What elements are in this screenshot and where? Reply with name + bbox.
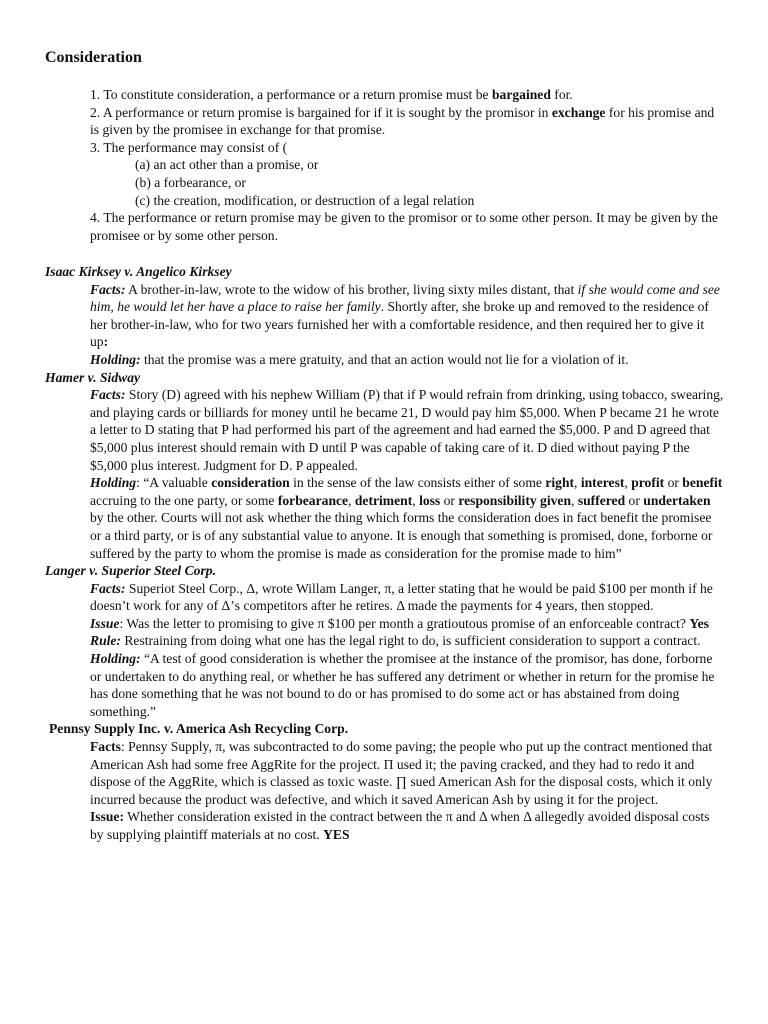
issue-label: Issue xyxy=(90,615,120,631)
holding-text: , xyxy=(624,475,632,491)
holding-text: in the sense of the law consists either of some xyxy=(289,475,546,491)
hamer-facts xyxy=(90,386,725,474)
holding-bold: suffered xyxy=(577,492,626,508)
rule-2-text: 2. A performance or return promise is bargained for if it is sought by the promisor in xyxy=(90,104,552,120)
holding-label: Holding: xyxy=(90,351,141,367)
holding-text: that the promise was a mere gratuity, and that an action would not lie for a violation of it. xyxy=(140,351,629,367)
holding-text: “A test of good consideration is whether the promisee at the instance of the promisor, has done, forborne or undertaken to do anything real, or whether he has suffered any detriment or whether in return for the promise he has done something that he was not bound to do or has promised to do some act or has abstained from doing something.” xyxy=(90,651,715,719)
holding-text: or xyxy=(440,492,459,508)
holding-text: or xyxy=(625,492,644,508)
pennsy-facts xyxy=(90,738,725,808)
holding-label: Holding xyxy=(90,475,137,491)
kirksey-facts xyxy=(90,281,725,351)
holding-bold: loss xyxy=(419,492,441,508)
facts-italic: if she would come and see him, he would let her have a place to raise her family xyxy=(90,281,720,315)
langer-rule xyxy=(90,632,725,650)
langer-holding xyxy=(90,650,725,720)
rule-4: 4. The performance or return promise may be given to the promisor or to some other person. It may be given by the promisee or by some other person. xyxy=(90,210,718,243)
rule-3-b: (b) a forbearance, or xyxy=(135,174,246,190)
holding-text: by the other. Courts will not ask whether the thing which forms the consideration does in fact benefit the promisee or a third party, or is of any substantial value to anyone. It is enough that something is promised, done, forborne or suffered by the party to whom the promise is made as consideration for the promise made to him” xyxy=(90,510,713,561)
facts-text-cont: . Shortly after, she broke up and removed to the residence of her brother-in-law, who for two years furnished her with a comfortable residence, and then required her to give it up xyxy=(90,299,709,350)
rule-2-end: for his promise and is given by the promisee in exchange for that promise. xyxy=(90,104,715,138)
holding-bold: interest xyxy=(580,475,625,491)
case-title-pennsy: Pennsy Supply Inc. v. America Ash Recycling Corp. xyxy=(49,721,349,737)
langer-issue xyxy=(90,615,725,633)
facts-label: Facts: xyxy=(90,580,126,596)
issue-answer: Yes xyxy=(689,615,709,631)
holding-label: Holding: xyxy=(90,651,141,667)
holding-bold: right xyxy=(545,475,575,491)
holding-bold: undertaken xyxy=(643,492,711,508)
holding-bold: benefit xyxy=(682,475,723,491)
rule-1-end: for. xyxy=(550,87,573,102)
holding-text: , xyxy=(571,492,578,508)
kirksey-holding xyxy=(90,351,725,369)
rule-2-bold: exchange xyxy=(551,104,606,120)
facts-label: Facts: xyxy=(90,281,126,297)
facts-text: Story (D) agreed with his nephew William (P) that if P would refrain from drinking, using tobacco, swearing, and playing cards or billiards for money until he became 21, D would pay him $5,000. When P became 21 he wrote a letter to D stating that P had performed his part of the agreement and had earned the $5,000. P and D agreed that $5,000 plus interest should remain with D until P was capable of taking care of it. D died without paying P the $5,000 plus interest. Judgment for D. P appealed. xyxy=(90,387,724,473)
rule-1 xyxy=(90,86,720,104)
page-title: Consideration xyxy=(45,49,142,66)
langer-facts xyxy=(90,580,725,615)
facts-text: : Pennsy Supply, π, was subcontracted to do some paving; the people who put up the contract mentioned that American Ash had some free AggRite for the project. Π used it; the paving cracked, and they had to redo it and dispose of the AggRite, which is classed as toxic waste. ∏ sued American Ash for the disposal costs, which it only incurred because the product was defective, and which it saved American Ash by using it for the project. xyxy=(90,739,713,807)
rule-text: Restraining from doing what one has the legal right to do, is sufficient consideration to support a contract. xyxy=(120,633,701,649)
issue-text: Whether consideration existed in the contract between the π and Δ when Δ allegedly avoided disposal costs by supplying plaintiff materials at no cost. xyxy=(90,809,710,842)
rule-1-text: 1. To constitute consideration, a performance or a return promise must be xyxy=(90,87,492,102)
holding-text: or xyxy=(664,475,683,491)
holding-bold: consideration xyxy=(211,475,290,491)
rule-3: 3. The performance may consist of ( xyxy=(90,139,288,155)
rule-1-bold: bargained xyxy=(491,87,551,102)
case-briefs xyxy=(45,263,725,844)
facts-text: Superiot Steel Corp., Δ, wrote Willam Langer, π, a letter stating that he would be paid $100 per month if he doesn’t work for any of Δ’s competitors after he retires. Δ made the payments for 4 years, then stopped. xyxy=(90,580,713,614)
case-title-langer: Langer v. Superior Steel Corp. xyxy=(45,563,216,579)
holding-text: , xyxy=(574,475,581,491)
issue-label: Issue: xyxy=(90,809,124,825)
pennsy-issue xyxy=(90,808,725,843)
rule-label: Rule: xyxy=(90,633,121,649)
holding-text: accruing to the one party, or some xyxy=(90,492,278,508)
rule-3-a: (a) an act other than a promise, or xyxy=(135,157,319,173)
facts-label: Facts: xyxy=(90,387,126,403)
issue-answer: YES xyxy=(323,827,350,842)
facts-label: Facts xyxy=(90,739,121,755)
holding-bold: profit xyxy=(631,475,665,491)
case-title-kirksey: Isaac Kirksey v. Angelico Kirksey xyxy=(45,264,232,279)
holding-text: : “A valuable xyxy=(136,475,212,491)
hamer-holding xyxy=(90,474,725,562)
consideration-rules xyxy=(90,86,720,244)
facts-text: A brother-in-law, wrote to the widow of his brother, living sixty miles distant, that xyxy=(125,281,578,297)
facts-colon: : xyxy=(103,334,109,350)
rule-3-c: (c) the creation, modification, or destruction of a legal relation xyxy=(135,192,475,208)
holding-text: , xyxy=(348,492,355,508)
case-title-hamer: Hamer v. Sidway xyxy=(45,369,141,385)
holding-bold: detriment xyxy=(354,492,413,508)
holding-text: , xyxy=(412,492,420,508)
rule-2 xyxy=(90,104,720,139)
holding-bold: forbearance xyxy=(277,492,349,508)
issue-text: : Was the letter to promising to give π $100 per month a gratioutous promise of an enforceable contract? xyxy=(119,615,690,631)
holding-bold: responsibility given xyxy=(458,492,572,508)
